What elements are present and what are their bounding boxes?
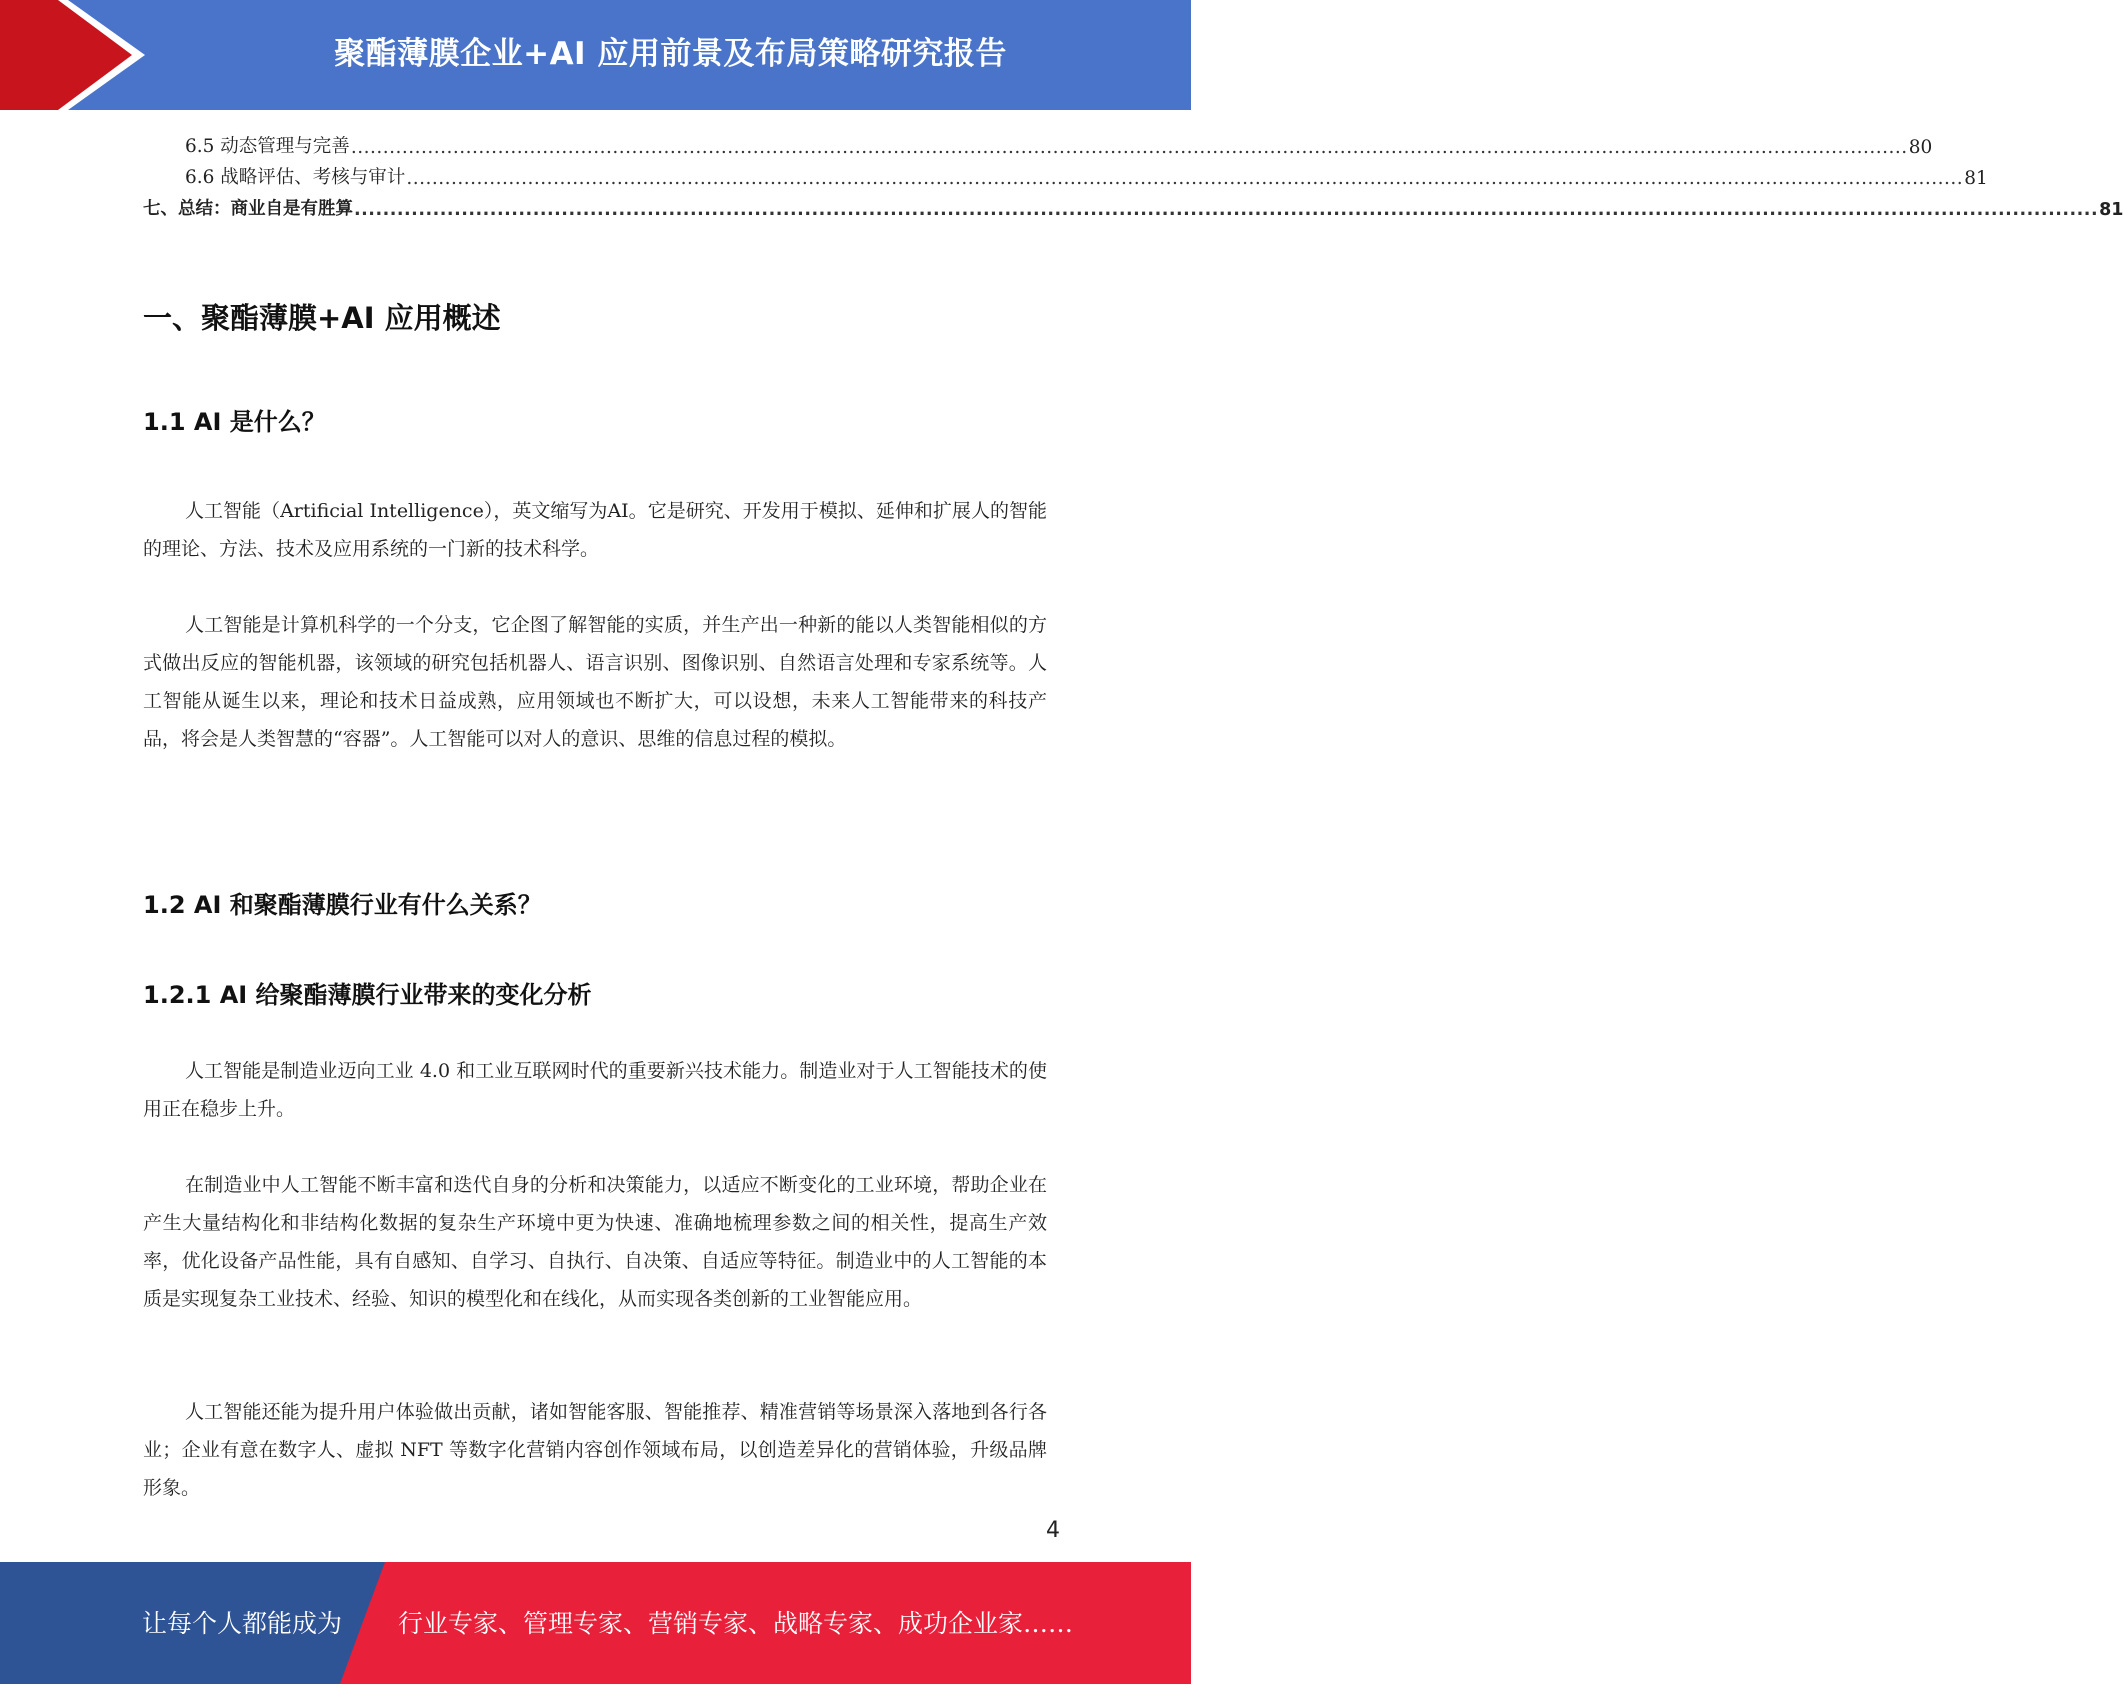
toc-entry-page: 81 xyxy=(2099,200,2123,220)
toc-entry-page: 81 xyxy=(1964,168,1988,189)
toc-entry[interactable] xyxy=(143,159,1988,189)
paragraph: 在制造业中人工智能不断丰富和迭代自身的分析和决策能力，以适应不断变化的工业环境，帮助企业在产生大量结构化和非结构化数据的复杂生产环境中更为快速、准确地梳理参数之间的相关性，提高生产效率，优化设备产品性能，具有自感知、自学习、自执行、自决策、自适应等特征。制造业中的人工智能的本质是实现复杂工业技术、经验、知识的模型化和在线化，从而实现各类创新的工业智能应用。 xyxy=(143,1174,1047,1310)
toc-leader-dots: .................................................................................................................................................................................................................................................... xyxy=(350,137,1908,158)
paragraph: 人工智能（Artificial Intelligence），英文缩写为AI。它是研究、开发用于模拟、延伸和扩展人的智能的理论、方法、技术及应用系统的一门新的技术科学。 xyxy=(143,500,1047,560)
toc-entry-label: 6.5 动态管理与完善 xyxy=(185,136,350,157)
subsection-heading: 1.2.1 AI 给聚酯薄膜行业带来的变化分析 xyxy=(143,981,592,1009)
toc-entry[interactable] xyxy=(143,128,1933,158)
paragraph: 人工智能还能为提升用户体验做出贡献，诸如智能客服、智能推荐、精准营销等场景深入落地到各行各业；企业有意在数字人、虚拟 NFT 等数字化营销内容创作领域布局，以创造差异化的营销体验，升级品牌形象。 xyxy=(143,1401,1047,1499)
paragraph: 人工智能是制造业迈向工业 4.0 和工业互联网时代的重要新兴技术能力。制造业对于人工智能技术的使用正在稳步上升。 xyxy=(143,1060,1047,1120)
report-title: 聚酯薄膜企业+AI 应用前景及布局策略研究报告 xyxy=(334,35,1007,72)
paragraph: 人工智能是计算机科学的一个分支，它企图了解智能的实质，并生产出一种新的能以人类智能相似的方式做出反应的智能机器，该领域的研究包括机器人、语言识别、图像识别、自然语言处理和专家系统等。人工智能从诞生以来，理论和技术日益成熟，应用领域也不断扩大，可以设想，未来人工智能带来的科技产品，将会是人类智慧的“容器”。人工智能可以对人的意识、思维的信息过程的模拟。 xyxy=(143,614,1047,750)
toc-entry-label: 6.6 战略评估、考核与审计 xyxy=(185,167,406,188)
header-banner xyxy=(0,0,1191,110)
section-heading: 1.2 AI 和聚酯薄膜行业有什么关系？ xyxy=(143,891,542,919)
toc-entry[interactable] xyxy=(143,190,2123,220)
toc-entry-page: 80 xyxy=(1908,137,1933,158)
toc-leader-dots: .................................................................................................................................................................................................................................................... xyxy=(406,168,1964,189)
chapter-heading: 一、聚酯薄膜+AI 应用概述 xyxy=(143,301,501,335)
footer-slogan-left: 让每个人都能成为 xyxy=(142,1609,343,1638)
toc-leader-dots: .................................................................................................................................................................................................................................................... xyxy=(354,200,2099,220)
section-heading: 1.1 AI 是什么？ xyxy=(143,408,326,436)
toc-entry-label: 七、总结：商业自是有胜算 xyxy=(143,199,353,219)
footer-slogan-right: 行业专家、管理专家、营销专家、战略专家、成功企业家…… xyxy=(398,1609,1074,1638)
page-number: 4 xyxy=(1046,1518,1060,1543)
